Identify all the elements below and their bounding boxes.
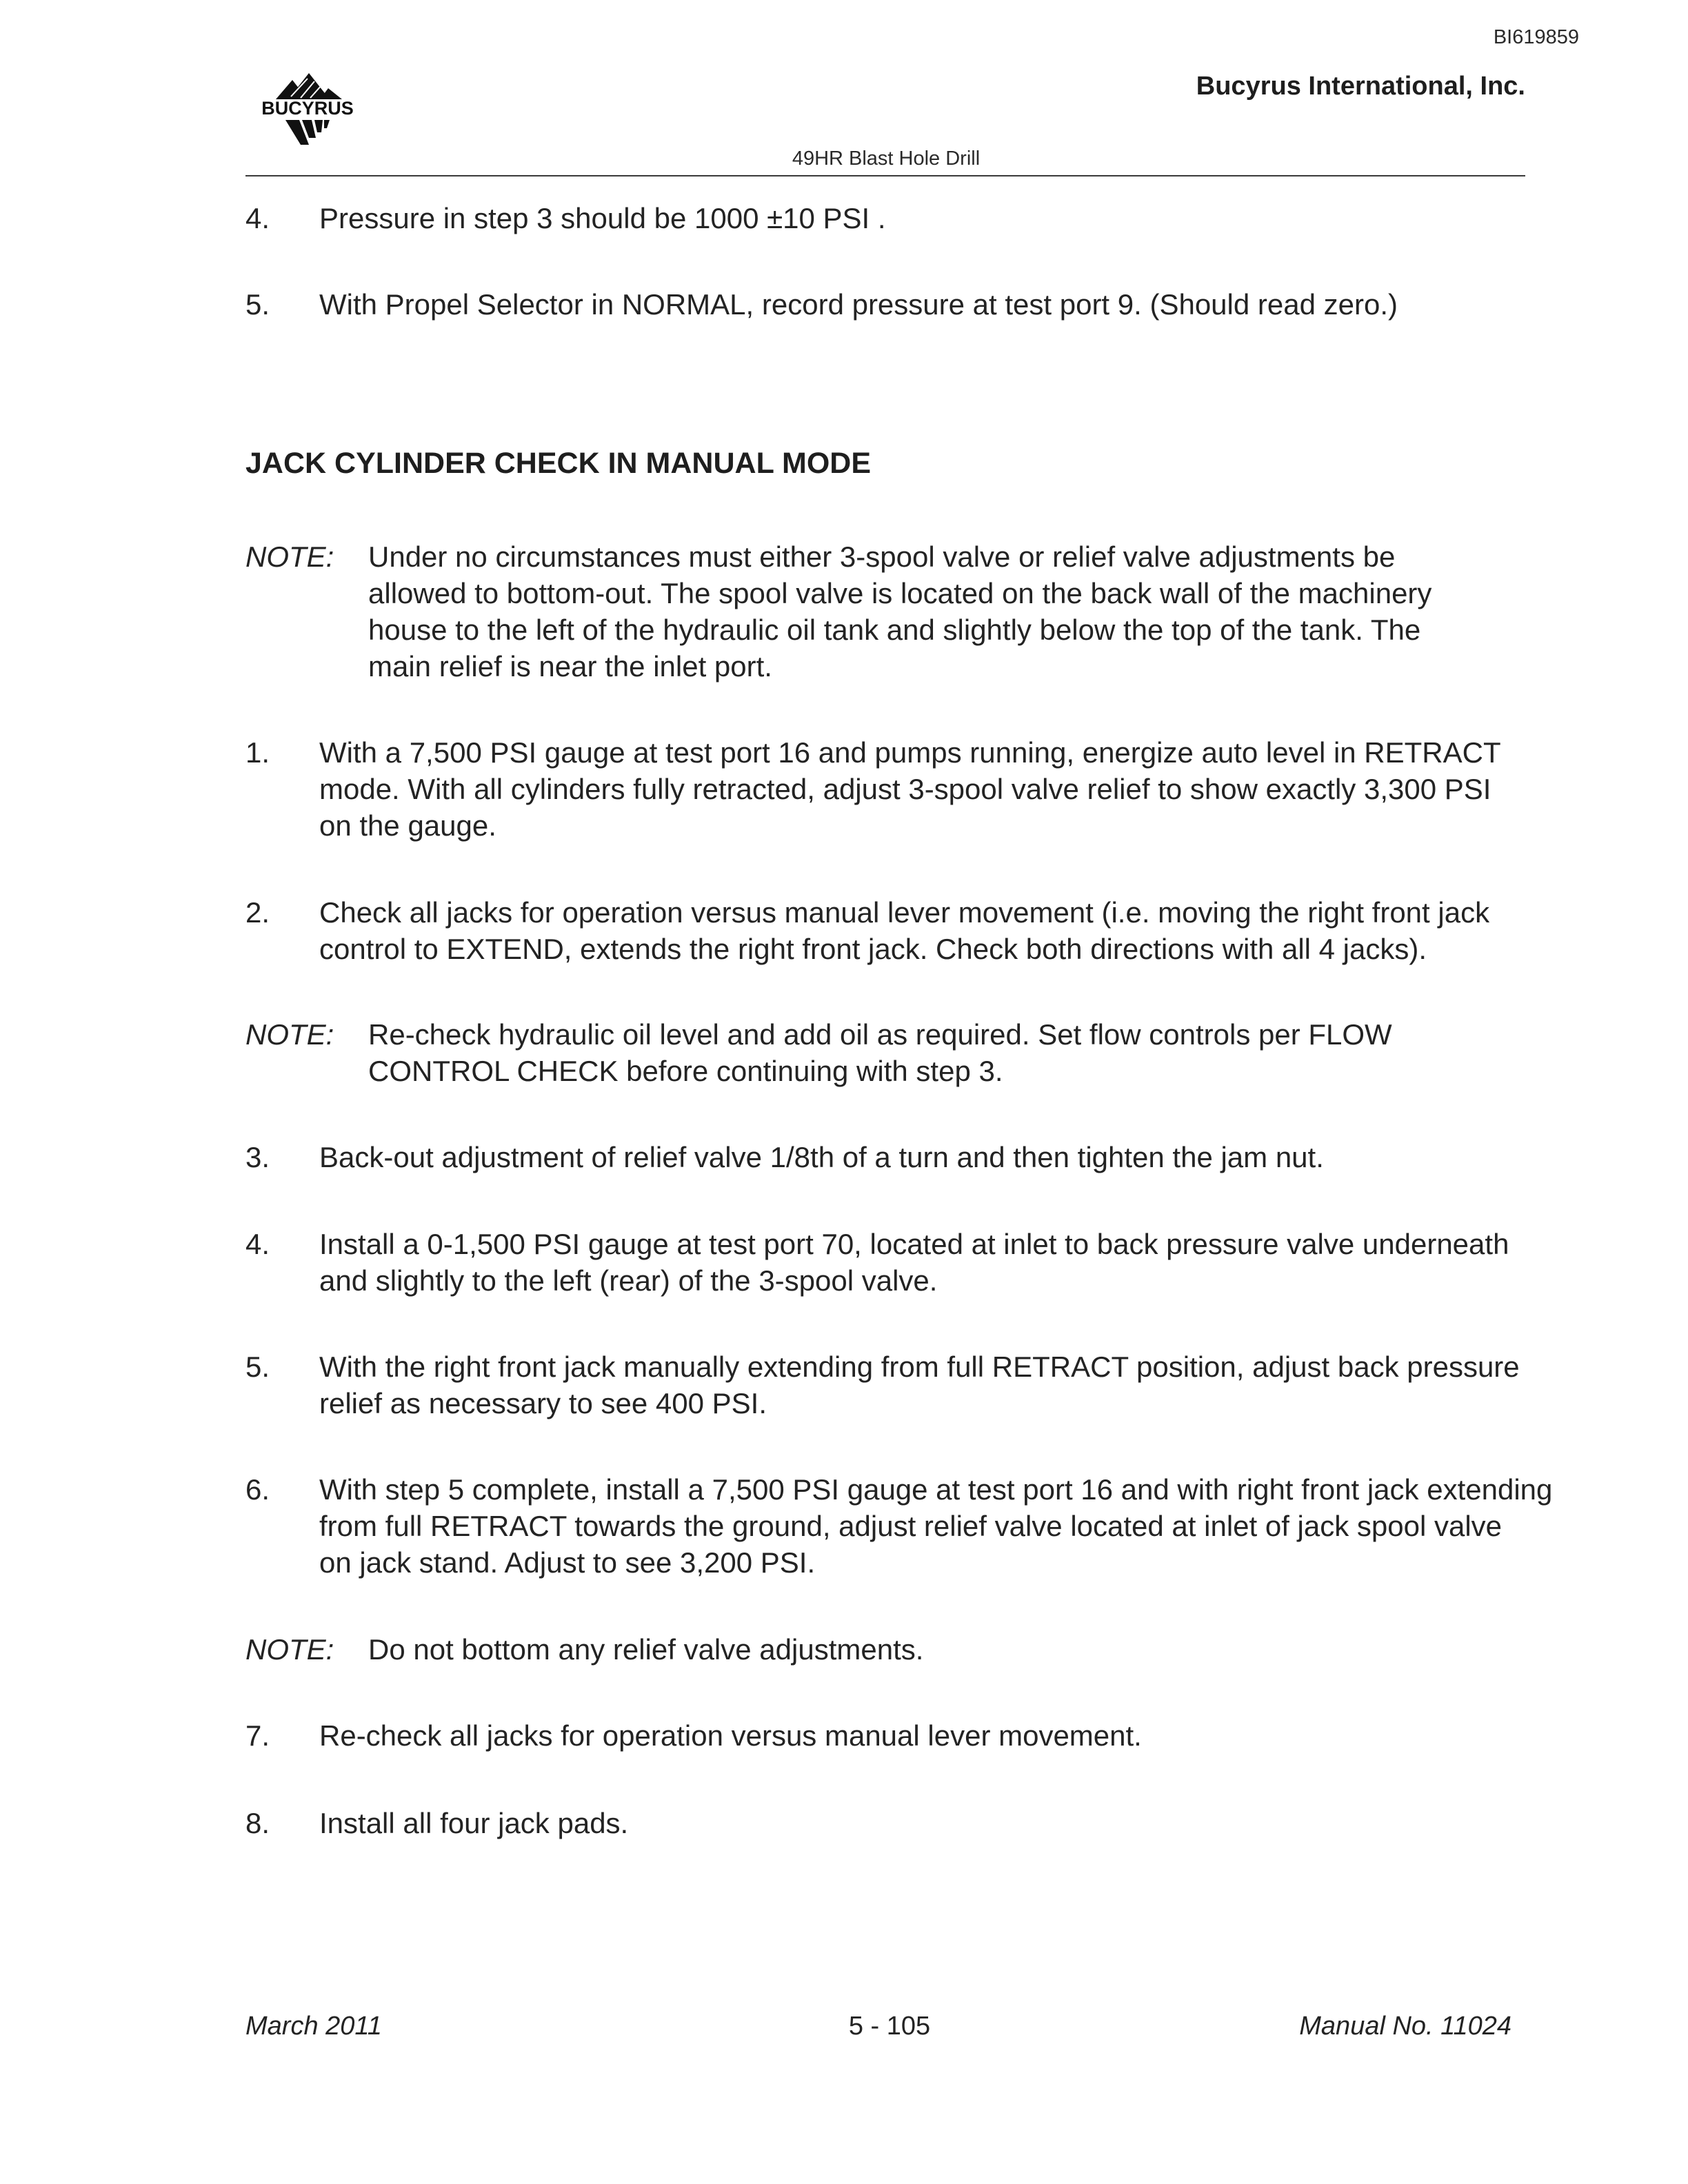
note-text: Do not bottom any relief valve adjustments. xyxy=(368,1633,924,1666)
note-text: allowed to bottom-out. The spool valve is located on the back wall of the machinery xyxy=(368,577,1432,609)
step-text: relief as necessary to see 400 PSI. xyxy=(319,1387,767,1419)
note-label: NOTE: xyxy=(245,1633,334,1666)
svg-text:BUCYRUS: BUCYRUS xyxy=(261,98,354,119)
step-text: With a 7,500 PSI gauge at test port 16 and pumps running, energize auto level in RETRACT xyxy=(319,736,1501,769)
company-name: Bucyrus International, Inc. xyxy=(1196,72,1525,101)
step-text: Pressure in step 3 should be 1000 ±10 PSI . xyxy=(319,202,886,234)
note-text: Re-check hydraulic oil level and add oil as required. Set flow controls per FLOW xyxy=(368,1018,1392,1051)
footer-page-number: 5 - 105 xyxy=(848,2012,931,2041)
step-text: from full RETRACT towards the ground, adjust relief valve located at inlet of jack spool valve xyxy=(319,1510,1503,1542)
note-text: CONTROL CHECK before continuing with step 3. xyxy=(368,1055,1003,1087)
step-text: mode. With all cylinders fully retracted, adjust 3-spool valve relief to show exactly 3,300 PSI xyxy=(319,773,1491,805)
note-text: house to the left of the hydraulic oil tank and slightly below the top of the tank. The xyxy=(368,614,1421,646)
step-number: 4. xyxy=(245,202,270,234)
header-divider xyxy=(245,175,1525,176)
note-text: main relief is near the inlet port. xyxy=(368,650,772,682)
step-number: 6. xyxy=(245,1473,270,1506)
step-text: on the gauge. xyxy=(319,809,496,842)
step-text: Back-out adjustment of relief valve 1/8th of a turn and then tighten the jam nut. xyxy=(319,1141,1324,1173)
footer-date: March 2011 xyxy=(245,2012,382,2041)
step-number: 5. xyxy=(245,288,270,321)
note-label: NOTE: xyxy=(245,540,334,573)
note-label: NOTE: xyxy=(245,1018,334,1051)
step-text: control to EXTEND, extends the right front jack. Check both directions with all 4 jacks). xyxy=(319,933,1427,965)
step-number: 2. xyxy=(245,896,270,929)
document-subtitle: 49HR Blast Hole Drill xyxy=(792,148,981,170)
footer-manual-number: Manual No. 11024 xyxy=(1299,2012,1511,2041)
bucyrus-logo xyxy=(245,69,370,152)
note-text: Under no circumstances must either 3-spool valve or relief valve adjustments be xyxy=(368,540,1396,573)
step-number: 3. xyxy=(245,1141,270,1173)
document-id: BI619859 xyxy=(1493,26,1579,48)
section-heading: JACK CYLINDER CHECK IN MANUAL MODE xyxy=(245,447,872,480)
step-text: Install all four jack pads. xyxy=(319,1807,629,1839)
step-number: 7. xyxy=(245,1719,270,1752)
step-text: With step 5 complete, install a 7,500 PSI gauge at test port 16 and with right front jack extending xyxy=(319,1473,1553,1506)
step-number: 1. xyxy=(245,736,270,769)
step-text: Check all jacks for operation versus manual lever movement (i.e. moving the right front jack xyxy=(319,896,1490,929)
step-number: 8. xyxy=(245,1807,270,1839)
step-text: Re-check all jacks for operation versus manual lever movement. xyxy=(319,1719,1142,1752)
step-text: Install a 0-1,500 PSI gauge at test port 70, located at inlet to back pressure valve underneath xyxy=(319,1228,1509,1260)
step-number: 5. xyxy=(245,1351,270,1383)
step-text: With Propel Selector in NORMAL, record pressure at test port 9. (Should read zero.) xyxy=(319,288,1398,321)
step-text: on jack stand. Adjust to see 3,200 PSI. xyxy=(319,1546,816,1579)
step-number: 4. xyxy=(245,1228,270,1260)
step-text: With the right front jack manually extending from full RETRACT position, adjust back pressure xyxy=(319,1351,1520,1383)
step-text: and slightly to the left (rear) of the 3-spool valve. xyxy=(319,1264,938,1297)
